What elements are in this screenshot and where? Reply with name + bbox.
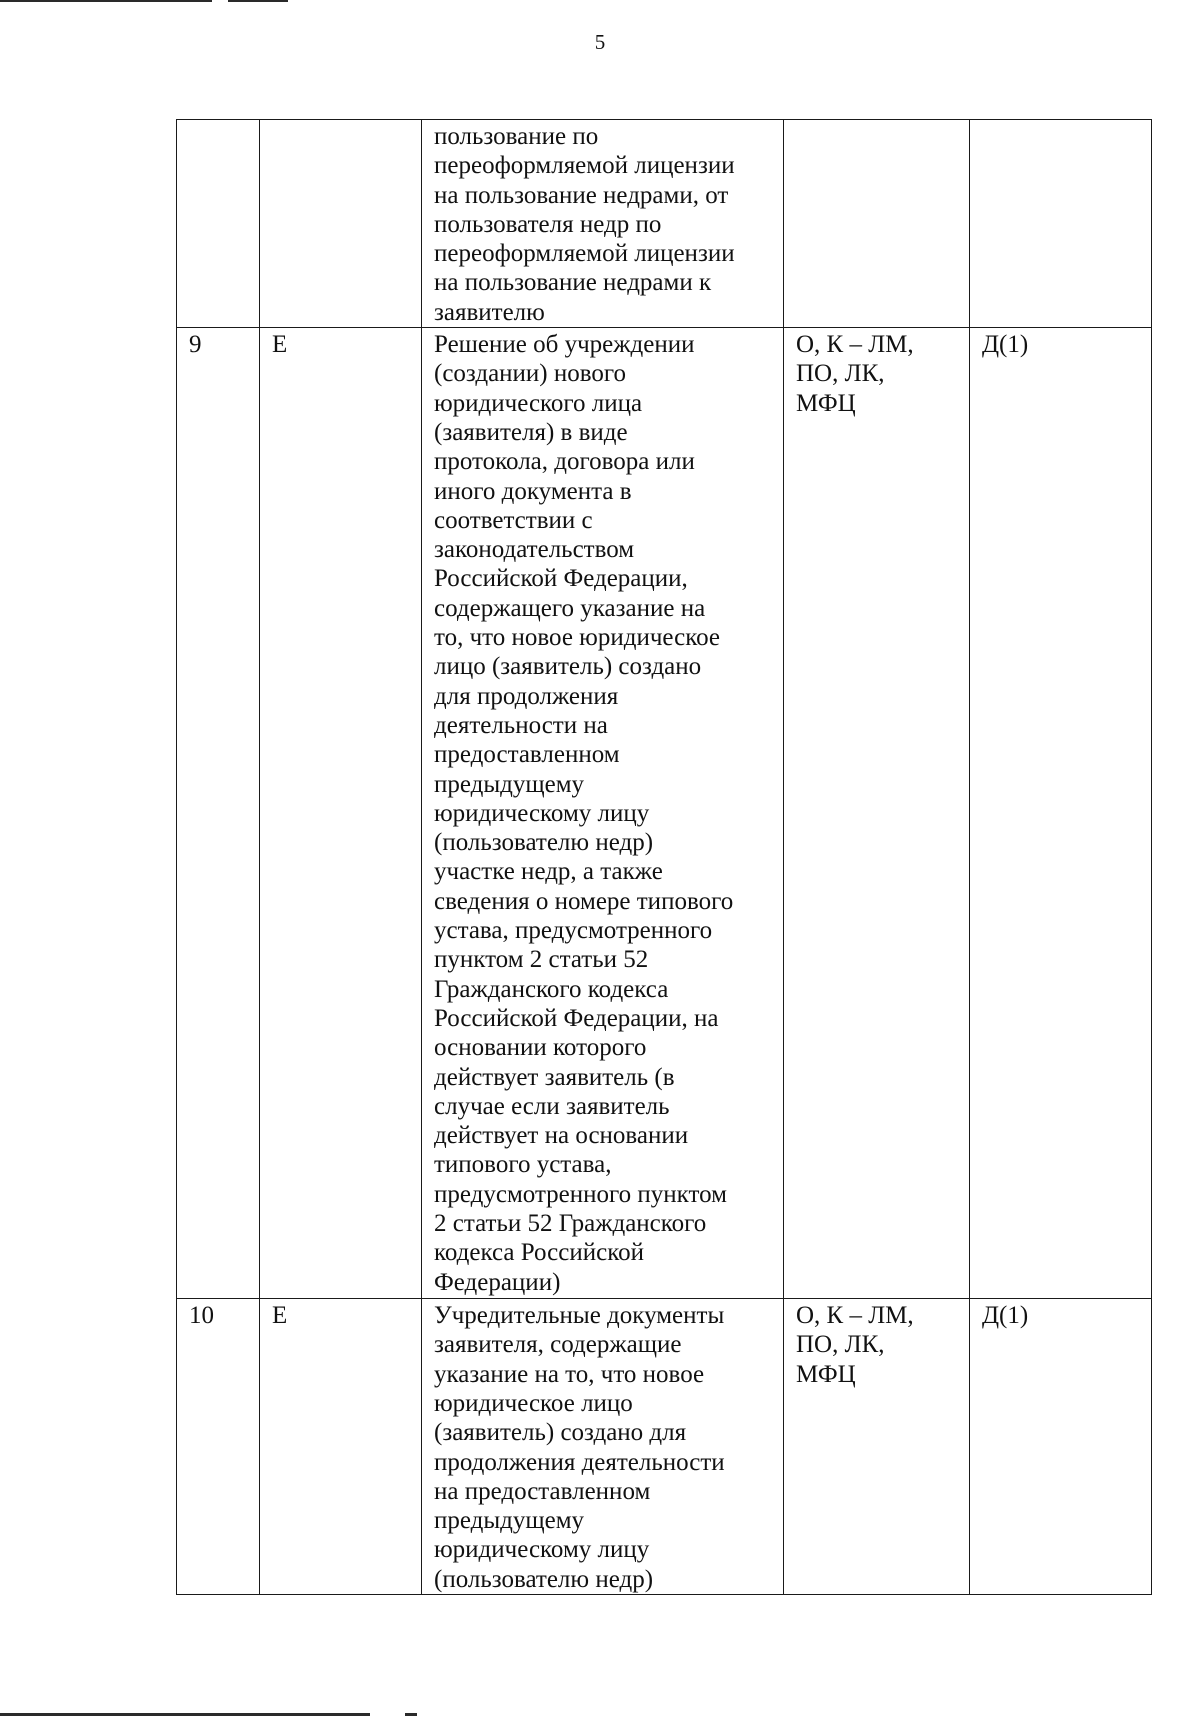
submission-method-cell: О, К – ЛМ, ПО, ЛК, МФЦ bbox=[784, 328, 970, 1299]
scan-artifact-bottom-mark bbox=[405, 1713, 417, 1716]
row-number-cell: 9 bbox=[177, 328, 260, 1299]
document-type-cell bbox=[970, 120, 1152, 328]
document-name-cell bbox=[422, 1299, 784, 1595]
page-number: 5 bbox=[594, 30, 606, 54]
table-row bbox=[177, 120, 1152, 328]
scan-artifact-bottom-left bbox=[0, 1713, 370, 1716]
document-name-cell bbox=[422, 328, 784, 1299]
table-row bbox=[177, 1299, 1152, 1595]
document-type-cell: Д(1) bbox=[970, 1299, 1152, 1595]
document-name-cell bbox=[422, 120, 784, 328]
document-type-cell: Д(1) bbox=[970, 328, 1152, 1299]
row-number-cell bbox=[177, 120, 260, 328]
code-cell: Е bbox=[260, 328, 422, 1299]
document-name: пользование по переоформляемой лицензии на пользование недрами, от пользователя недр по переоформляемой лицензии на пользование недрами к заявителю bbox=[434, 123, 735, 326]
submission-method-cell bbox=[784, 120, 970, 328]
scan-artifact-top-mid bbox=[228, 0, 288, 2]
code-cell bbox=[260, 120, 422, 328]
row-number-cell: 10 bbox=[177, 1299, 260, 1595]
document-name: Решение об учреждении (создании) нового юридического лица (заявителя) в виде протокола, договора или иного документа в соответствии с законодательством Российской Федерации, содержащего указание на то, что новое юридическое лицо (заявитель) создано для продолжения деятельности на предоставленном предыдущему юридическому лицу (пользователю недр) участке недр, а также сведения о номере типового устава, предусмотренного пунктом 2 статьи 52 Гражданского кодекса Российской Федерации, на основании которого действует заявитель (в случае если заявитель действует на основании типового устава, предусмотренного пунктом 2 статьи 52 Гражданского кодекса Российской Федерации) bbox=[434, 331, 734, 1296]
code-cell: Е bbox=[260, 1299, 422, 1595]
documents-table bbox=[176, 119, 1152, 1595]
table-row bbox=[177, 328, 1152, 1299]
document-name: Учредительные документы заявителя, содержащие указание на то, что новое юридическое лицо (заявитель) создано для продолжения деятельности на предоставленном предыдущему юридическому лицу (пользователю недр) bbox=[434, 1302, 725, 1593]
scan-artifact-top-left bbox=[0, 0, 212, 2]
submission-method-cell: О, К – ЛМ, ПО, ЛК, МФЦ bbox=[784, 1299, 970, 1595]
